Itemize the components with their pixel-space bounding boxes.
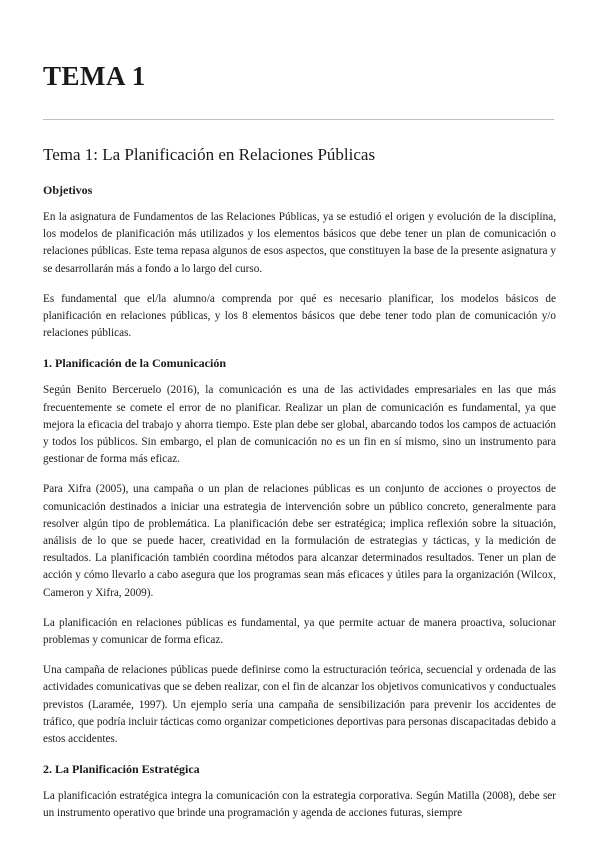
section1-paragraph: Una campaña de relaciones públicas puede definirse como la estructuración teórica, secuencial y ordenada de las actividades comunicativas que se deben realizar, con el fin de alcanzar los objetivos comunicativos y conductuales previstos (Laramée, 1997). Un ejemplo sería una campaña de sensibilización para prevenir los accidentes de tráfico, que podría incluir tácticas como organizar competiciones deportivas para personas discapacitadas debido a estos accidentes. bbox=[43, 664, 556, 746]
section1-paragraph: Para Xifra (2005), una campaña o un plan de relaciones públicas es un conjunto de acciones o proyectos de comunicación destinados a iniciar una estrategia de intervención sobre un público concreto, generalmente para resolver algún tipo de problemática. La planificación debe ser estratégica; implica reflexión sobre la situación, análisis de lo que se puede hacer, creatividad en la formulación de estrategias y tácticas, y la medición de resultados. La planificación también coordina métodos para alcanzar determinados resultados. Tener un plan de acción y cómo llevarlo a cabo asegura que los programas sean más eficaces y útiles para la organización (Wilcox, Cameron y Xifra, 2009). bbox=[43, 483, 556, 599]
section-title: Tema 1: La Planificación en Relaciones Públicas bbox=[43, 145, 376, 164]
section1-paragraph: Según Benito Berceruelo (2016), la comunicación es una de las actividades empresariales en las que más frecuentemente se comete el error de no planificar. Realizar un plan de comunicación es fundamental, ya que mejora la eficacia del trabajo y ahorra tiempo. Este plan debe ser global, abarcando todos los campos de actuación y todos los públicos. Sin embargo, el plan de comunicación no es un fin en sí mismo, sino un instrumento para gestionar de forma más eficaz. bbox=[43, 384, 556, 466]
title-divider bbox=[43, 119, 554, 120]
objectives-paragraph: Es fundamental que el/la alumno/a comprenda por qué es necesario planificar, los modelos básicos de planificación en relaciones públicas, y los 8 elementos básicos que debe tener todo plan de comunicación y/o relaciones públicas. bbox=[43, 292, 556, 340]
section1-heading: 1. Planificación de la Comunicación bbox=[43, 356, 226, 371]
section2-paragraph: La planificación estratégica integra la comunicación con la estrategia corporativa. Según Matilla (2008), debe ser un instrumento operativo que brinde una programación y agenda de acciones futuras, siempre bbox=[43, 790, 556, 820]
section2-heading: 2. La Planificación Estratégica bbox=[43, 762, 200, 777]
document-body bbox=[43, 144, 556, 836]
chapter-title: TEMA 1 bbox=[43, 61, 146, 91]
objectives-paragraph: En la asignatura de Fundamentos de las Relaciones Públicas, ya se estudió el origen y evolución de la disciplina, los modelos de planificación más utilizados y los elementos básicos que debe tener un plan de comunicación o relaciones públicas. Este tema repasa algunos de esos aspectos, que constituyen la base de la presente asignatura y se desarrollarán más a fondo a lo largo del curso. bbox=[43, 211, 556, 275]
section1-paragraph: La planificación en relaciones públicas es fundamental, ya que permite actuar de manera proactiva, solucionar problemas y comunicar de forma eficaz. bbox=[43, 616, 556, 647]
objectives-heading: Objetivos bbox=[43, 183, 93, 197]
